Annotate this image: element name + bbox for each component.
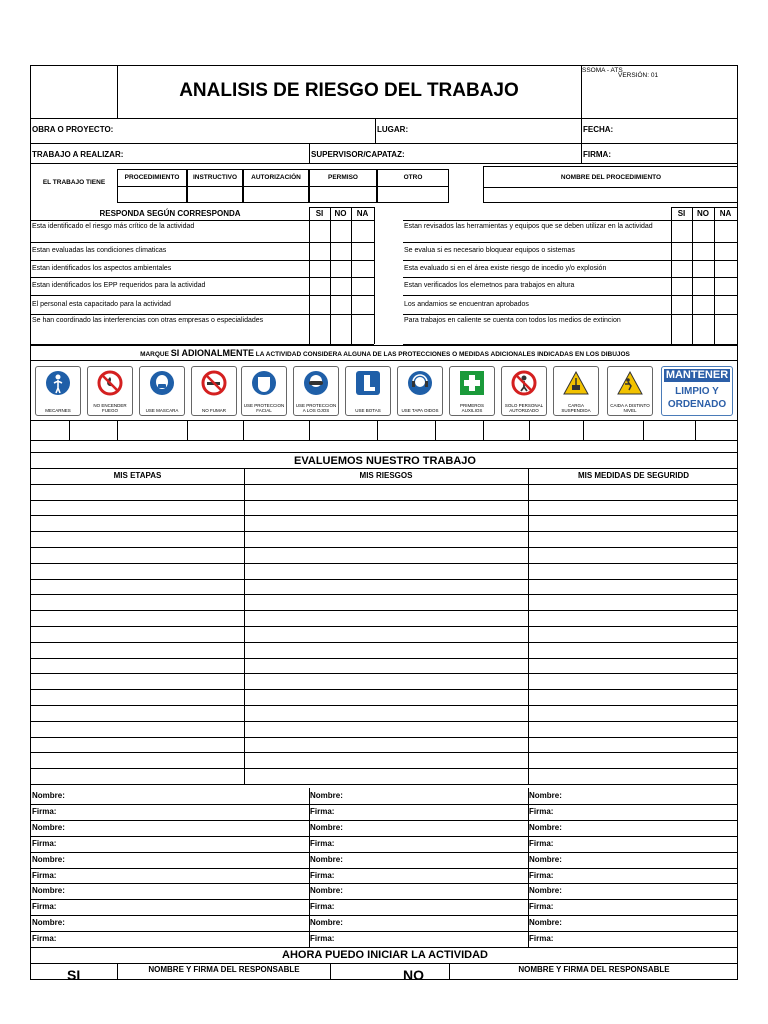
protections-instruction: MARQUE SI ADIONALMENTE LA ACTIVIDAD CONSIDERA ALGUNA DE LAS PROTECCIONES O MEDIDAS ADICIONALES INDICADAS EN LOS DIBUJOS	[140, 348, 630, 358]
signature-sign-label: Firma:	[310, 806, 335, 816]
form-code: SSOMA - ATS	[582, 67, 623, 74]
form-title: ANALISIS DE RIESGO DEL TRABAJO	[179, 80, 519, 101]
first-aid-icon	[449, 366, 495, 416]
signature-sign-label: Firma:	[32, 902, 57, 912]
person-icon-graphic	[45, 370, 71, 396]
boots-icon	[345, 366, 391, 416]
protection-icon-label: NO FUMAR	[202, 408, 226, 413]
col-stages: MIS ETAPAS	[113, 471, 162, 480]
checklist-left-col-si: SI	[315, 209, 324, 218]
mask-icon	[139, 366, 185, 416]
person-icon	[35, 366, 81, 416]
col-risks: MIS RIESGOS	[359, 471, 413, 480]
signature-sign-label: Firma:	[32, 838, 57, 848]
signature-sign-label: Firma:	[529, 870, 554, 880]
no-smoking-icon-graphic	[201, 370, 227, 396]
signature-sign-label: Firma:	[529, 902, 554, 912]
option-instructive: INSTRUCTIVO	[192, 174, 238, 181]
protection-icon-label: USE BOTAS	[355, 408, 381, 413]
checklist-right-col-no: NO	[697, 209, 709, 218]
checklist-left-item: Se han coordinado las interferencias con otras empresas o especialidades	[32, 317, 264, 324]
checklist-right-col-si: SI	[677, 209, 686, 218]
no-fire-icon-graphic	[97, 370, 123, 396]
protection-icon-label: CAIDA A DISTINTO NIVEL	[610, 403, 650, 413]
yes-label: SI	[67, 967, 81, 980]
signature-sign-label: Firma:	[32, 806, 57, 816]
ear-protection-icon-graphic	[407, 370, 433, 396]
fall-hazard-icon-graphic	[617, 370, 643, 396]
checklist-left-col-na: NA	[356, 209, 369, 218]
option-authorization: AUTORIZACIÓN	[251, 174, 301, 181]
face-shield-icon-graphic	[251, 370, 277, 396]
no-fire-icon	[87, 366, 133, 416]
evaluation-title: EVALUEMOS NUESTRO TRABAJO	[294, 455, 476, 467]
ear-protection-icon	[397, 366, 443, 416]
work-label: TRABAJO A REALIZAR:	[32, 150, 124, 159]
col-measures: MIS MEDIDAS DE SEGURIDD	[577, 471, 690, 480]
signature-name-label: Nombre:	[32, 822, 65, 832]
signature-sign-label: Firma:	[529, 806, 554, 816]
work-has-label: EL TRABAJO TIENE	[42, 179, 106, 186]
protection-icon-label: USE TAPA OIDOS	[401, 408, 439, 413]
supervisor-label: SUPERVISOR/CAPATAZ:	[311, 150, 405, 159]
option-other: OTRO	[403, 174, 423, 181]
signature-name-label: Nombre:	[32, 918, 65, 928]
no-smoking-icon	[191, 366, 237, 416]
protection-icon-label: MECARNES	[45, 408, 71, 413]
checklist-heading: RESPONDA SEGÚN CORRESPONDA	[99, 209, 241, 218]
protection-icon-label: USE PROTECCION FACIAL	[243, 403, 285, 413]
signature-name-label: Nombre:	[310, 791, 343, 800]
checklist-left-item: Estan identificados los EPP requeridos para la actividad	[32, 282, 206, 289]
checklist-left-item: El personal esta capacitado para la actividad	[32, 300, 171, 308]
protection-icon-label: USE PROTECCION A LOS OJOS	[295, 403, 337, 413]
signature-name-label: Nombre:	[310, 822, 343, 832]
place-label: LUGAR:	[377, 125, 409, 134]
authorized-only-icon	[501, 366, 547, 416]
authorized-only-icon-graphic	[511, 370, 537, 396]
option-procedure: PROCEDIMIENTO	[124, 174, 180, 181]
ats-form	[30, 65, 738, 980]
goggles-icon-graphic	[303, 370, 329, 396]
checklist-right-item: Esta evaluado si en el área existe riesgo de incedio y/o explosión	[404, 264, 607, 272]
goggles-icon	[293, 366, 339, 416]
protection-icon-label: NO ENCENDER FUEGO	[93, 403, 127, 413]
signature-name-label: Nombre:	[529, 918, 562, 928]
procedure-name-label: NOMBRE DEL PROCEDIMIENTO	[560, 174, 662, 181]
option-permit: PERMISO	[328, 174, 358, 181]
checklist-left-item: Estan identificados los aspectos ambientales	[32, 264, 172, 272]
signature-sign-label: Firma:	[310, 902, 335, 912]
signature-sign-label: Firma:	[310, 838, 335, 848]
signature-name-label: Nombre:	[529, 822, 562, 832]
signature-name-label: Nombre:	[32, 791, 65, 800]
keep-clean-sign: MANTENER LIMPIO Y ORDENADO	[661, 366, 733, 416]
first-aid-icon-graphic	[459, 370, 485, 396]
checklist-left-col-no: NO	[334, 209, 347, 218]
signature-sign-label: Firma:	[310, 870, 335, 880]
boots-icon-graphic	[355, 370, 381, 396]
project-label: OBRA O PROYECTO:	[32, 125, 114, 134]
protection-icon-label: USE MASCARA	[145, 408, 179, 413]
signature-name-label: Nombre:	[310, 918, 343, 928]
signature-name-label: Nombre:	[32, 886, 65, 896]
suspended-load-icon-graphic	[563, 370, 589, 396]
footer-title: AHORA PUEDO INICIAR LA ACTIVIDAD	[282, 949, 488, 961]
signature-name-label: Nombre:	[310, 854, 343, 864]
signature-name-label: Nombre:	[529, 791, 562, 800]
signature-sign-label: Firma:	[529, 838, 554, 848]
responsible-no-label: NOMBRE Y FIRMA DEL RESPONSABLE	[518, 965, 670, 974]
protection-icon-label: SOLO PERSONAL AUTORIZADO	[504, 403, 544, 413]
form-version: VERSIÓN: 01	[618, 72, 659, 79]
face-shield-icon	[241, 366, 287, 416]
fall-hazard-icon	[607, 366, 653, 416]
signature-sign-label: Firma:	[32, 870, 57, 880]
protection-icon-label: PRIMEROS AUXILIOS	[459, 403, 484, 413]
checklist-right-item: Los andamios se encuentran aprobados	[404, 300, 529, 308]
signature-name-label: Nombre:	[529, 886, 562, 896]
suspended-load-icon	[553, 366, 599, 416]
signature-name-label: Nombre:	[529, 854, 562, 864]
signature-sign-label: Firma:	[310, 934, 335, 944]
checklist-right-item: Para trabajos en caliente se cuenta con todos los medios de extincion	[404, 317, 621, 324]
checklist-right-item: Estan verificados los elemetnos para trabajos en altura	[404, 282, 575, 289]
checklist-right-col-na: NA	[719, 209, 732, 218]
signature-sign-label: Firma:	[529, 934, 554, 944]
mask-icon-graphic	[149, 370, 175, 396]
signature-label: FIRMA:	[583, 150, 611, 159]
checklist-right-item: Se evalua si es necesario bloquear equipos o sistemas	[404, 247, 575, 254]
checklist-left-item: Esta identificado el riesgo más crítico de la actividad	[32, 223, 195, 230]
checklist-right-item: Estan revisados las herramientas y equipos que se deben utilizar en la actividad	[404, 223, 653, 230]
signature-sign-label: Firma:	[32, 934, 57, 944]
protection-icon-label: CARGA SUSPENDIDA	[561, 403, 591, 413]
no-label: NO	[403, 967, 424, 980]
checklist-left-item: Estan evaluadas las condiciones climaticas	[32, 247, 167, 254]
responsible-yes-label: NOMBRE Y FIRMA DEL RESPONSABLE	[148, 965, 300, 974]
signature-name-label: Nombre:	[310, 886, 343, 896]
date-label: FECHA:	[583, 125, 614, 134]
signature-name-label: Nombre:	[32, 854, 65, 864]
